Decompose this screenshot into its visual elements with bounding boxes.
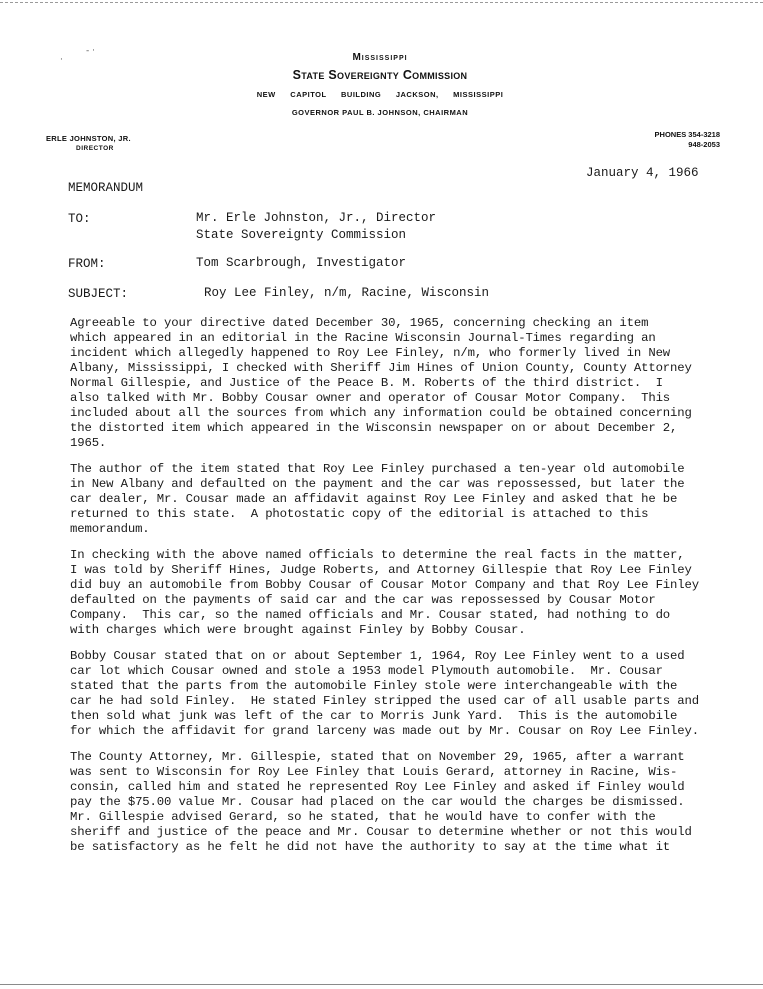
body-paragraph: Agreeable to your directive dated December 30, 1965, concerning checking an item which appeared in an editorial in the Racine Wisconsin Journal-Times regarding an incident which allegedly happened to Roy Lee Finley, n/m, who formerly lived in New Albany, Mississippi, I checked with Sheriff Jim Hines of Union County, County Attorney Normal Gillespie, and Justice of the Peace B. M. Roberts of the third district. I also talked with Mr. Bobby Cousar owner and operator of Cousar Motor Company. This included about all the sources from which any information could be obtained concerning the distorted item which appeared in the Wisconsin newspaper on or about December 2, 1965. — [70, 316, 692, 450]
subject-label: SUBJECT: — [68, 287, 129, 301]
letterhead-state: Mississippi — [352, 52, 408, 63]
director-block — [46, 134, 131, 152]
from-value: Tom Scarbrough, Investigator — [196, 256, 407, 270]
stray-mark: · — [60, 55, 63, 65]
top-edge-rule — [0, 2, 763, 3]
to-label: TO: — [68, 212, 91, 226]
body-paragraph: The County Attorney, Mr. Gillespie, stated that on November 29, 1965, after a warrant was sent to Wisconsin for Roy Lee Finley that Louis Gerard, attorney in Racine, Wis- consin, called him and stated he represented Roy Lee Finley and asked if Finley would pay the $75.00 value Mr. Cousar had placed on the car would the charges be dismissed. Mr. Gillespie advised Gerard, so he stated, that he would have to confer with the sheriff and justice of the peace and Mr. Cousar to determine whether or not this would be satisfactory as he felt he did not have the authority to say at the time what it — [70, 750, 692, 854]
phones-block — [655, 130, 720, 150]
stray-mark: - · — [86, 46, 95, 56]
letterhead — [200, 52, 560, 117]
to-value — [196, 210, 436, 244]
memo-date: January 4, 1966 — [586, 166, 699, 180]
memo-type: MEMORANDUM — [68, 181, 144, 195]
letterhead-address: NEW CAPITOL BUILDING JACKSON, MISSISSIPPI — [256, 90, 504, 99]
from-label: FROM: — [68, 257, 106, 271]
body-paragraph: The author of the item stated that Roy Lee Finley purchased a ten-year old automobile in New Albany and defaulted on the payment and the car was repossessed, but later the car dealer, Mr. Cousar made an affidavit against Roy Lee Finley and asked that he be returned to this state. A photostatic copy of the editorial is attached to this memorandum. — [70, 462, 685, 536]
phones-primary: PHONES 354-3218 — [654, 130, 720, 139]
to-recipient: Mr. Erle Johnston, Jr., Director — [196, 211, 437, 225]
body-paragraph: In checking with the above named officials to determine the real facts in the matter, I was told by Sheriff Hines, Judge Roberts, and Attorney Gillespie that Roy Lee Finley did buy an automobile from Bobby Cousar of Cousar Motor Company and that Roy Lee Finley defaulted on the payments of said car and the car was repossessed by Cousar Motor Company. This car, so the named officials and Mr. Cousar stated, had nothing to do with charges which were brought against Finley by Bobby Cousar. — [70, 548, 699, 637]
director-title: DIRECTOR — [76, 145, 114, 152]
letterhead-governor: GOVERNOR PAUL B. JOHNSON, CHAIRMAN — [291, 108, 469, 117]
memo-body — [70, 316, 730, 866]
director-name: ERLE JOHNSTON, JR. — [46, 134, 131, 143]
letterhead-organization: State Sovereignty Commission — [292, 68, 468, 82]
subject-value: Roy Lee Finley, n/m, Racine, Wisconsin — [204, 286, 490, 300]
to-organization: State Sovereignty Commission — [196, 228, 407, 242]
phones-secondary: 948-2053 — [688, 140, 720, 149]
bottom-edge-rule — [0, 984, 763, 985]
body-paragraph: Bobby Cousar stated that on or about September 1, 1964, Roy Lee Finley went to a used car lot which Cousar owned and stole a 1953 model Plymouth automobile. Mr. Cousar stated that the parts from the automobile Finley stole were interchangeable with the car he had sold Finley. He stated Finley stripped the used car of all usable parts and then sold what junk was left of the car to Morris Junk Yard. This is the automobile for which the affidavit for grand larceny was made out by Mr. Cousar on Roy Lee Finley. — [70, 649, 699, 738]
